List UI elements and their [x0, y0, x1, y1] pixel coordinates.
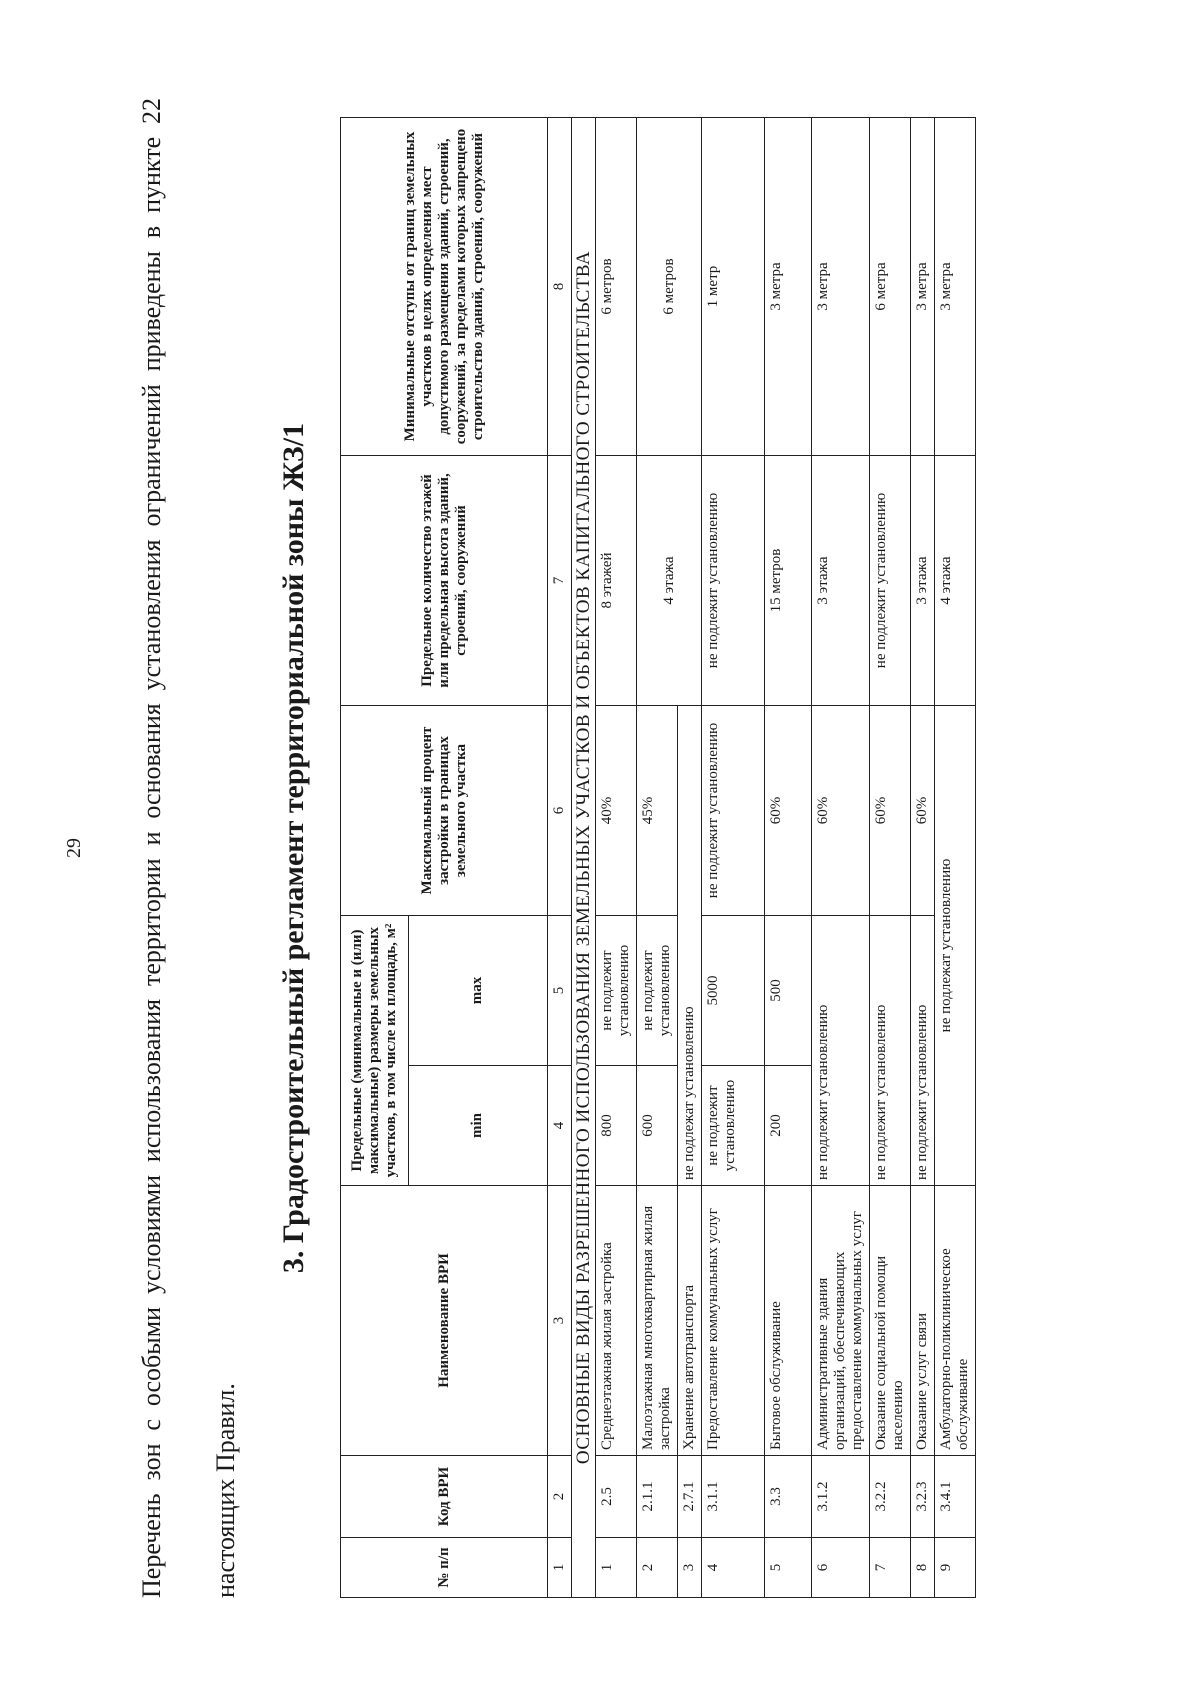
- row-name: Предоставление коммунальных услуг: [702, 1186, 765, 1456]
- row-code: 2.1.1: [637, 1456, 678, 1538]
- col-number: 2: [548, 1456, 572, 1538]
- row-no: 4: [702, 1538, 765, 1598]
- column-numbers-row: [548, 118, 572, 1598]
- col-number: 6: [548, 706, 572, 916]
- row-min: 800: [596, 1066, 637, 1186]
- row-setback: 6 метра: [870, 118, 911, 456]
- table-row: [702, 118, 765, 1598]
- row-size-merged: не подлежат установлению: [935, 706, 976, 1186]
- row-min: 200: [765, 1066, 812, 1186]
- col-number: 3: [548, 1186, 572, 1456]
- row-code: 3.1.1: [702, 1456, 765, 1538]
- row-floors: 8 этажей: [596, 456, 637, 706]
- row-setback: 1 метр: [702, 118, 765, 456]
- header-floors: Предельное количество этажей или предельная высота зданий, строений, сооружений: [341, 456, 548, 706]
- row-setback: 3 метра: [765, 118, 812, 456]
- table-row: [935, 118, 976, 1598]
- table-row: [637, 118, 678, 1598]
- row-percent: 45%: [637, 706, 678, 916]
- row-floors: 15 метров: [765, 456, 812, 706]
- row-max: 500: [765, 916, 812, 1066]
- regulation-table: [340, 117, 976, 1598]
- row-size-merged: не подлежит установлению: [870, 916, 911, 1186]
- col-number: 5: [548, 916, 572, 1066]
- col-number: 8: [548, 118, 572, 456]
- row-min: не подлежит установлению: [702, 1066, 765, 1186]
- row-name: Оказание социальной помощи населению: [870, 1186, 911, 1456]
- section-row: [572, 118, 596, 1598]
- row-max: не подлежит установлению: [596, 916, 637, 1066]
- row-percent: 60%: [765, 706, 812, 916]
- header-percent: Максимальный процент застройки в границах земельного участка: [341, 706, 548, 916]
- table-row: [911, 118, 935, 1598]
- row-size-merged: не подлежит установлению: [911, 916, 935, 1186]
- row-percent: 60%: [870, 706, 911, 916]
- row-name: Малоэтажная многоквартирная жилая застройка: [637, 1186, 678, 1456]
- row-percent: не подлежит установлению: [702, 706, 765, 916]
- table-row: [870, 118, 911, 1598]
- row-floors: 4 этажа: [637, 456, 702, 706]
- row-no: 9: [935, 1538, 976, 1598]
- row-name: Среднеэтажная жилая застройка: [596, 1186, 637, 1456]
- row-code: 2.7.1: [678, 1456, 702, 1538]
- row-name: Бытовое обслуживание: [765, 1186, 812, 1456]
- row-setback: 6 метров: [596, 118, 637, 456]
- row-no: 5: [765, 1538, 812, 1598]
- row-setback: 3 метра: [911, 118, 935, 456]
- row-name: Амбулаторно-поликлиническое обслуживание: [935, 1186, 976, 1456]
- row-name: Административные здания организаций, обеспечивающих предоставление коммунальных услуг: [812, 1186, 870, 1456]
- row-floors: не подлежит установлению: [702, 456, 765, 706]
- header-max: max: [408, 916, 547, 1066]
- row-code: 3.2.2: [870, 1456, 911, 1538]
- row-name: Оказание услуг связи: [911, 1186, 935, 1456]
- row-floors: 3 этажа: [812, 456, 870, 706]
- row-code: 3.3: [765, 1456, 812, 1538]
- row-code: 2.5: [596, 1456, 637, 1538]
- col-number: 1: [548, 1538, 572, 1598]
- row-floors: 3 этажа: [911, 456, 935, 706]
- section-title: ОСНОВНЫЕ ВИДЫ РАЗРЕШЕННОГО ИСПОЛЬЗОВАНИЯ ЗЕМЕЛЬНЫХ УЧАСТКОВ И ОБЪЕКТОВ КАПИТАЛЬНОГО СТРОИТЕЛЬСТВА: [572, 118, 596, 1598]
- row-no: 3: [678, 1538, 702, 1598]
- section-heading: 3. Градостроительный регламент территориальной зоны ЖЗ/1: [277, 422, 310, 1274]
- row-no: 8: [911, 1538, 935, 1598]
- table-row: [812, 118, 870, 1598]
- row-code: 3.2.3: [911, 1456, 935, 1538]
- row-percent: 40%: [596, 706, 637, 916]
- row-percent: 60%: [911, 706, 935, 916]
- row-code: 3.4.1: [935, 1456, 976, 1538]
- row-max: не подлежит установлению: [637, 916, 678, 1066]
- row-setback: 6 метров: [637, 118, 702, 456]
- row-no: 1: [596, 1538, 637, 1598]
- row-code: 3.1.2: [812, 1456, 870, 1538]
- row-name: Хранение автотранспорта: [678, 1186, 702, 1456]
- intro-paragraph: Перечень зон с особыми условиями использования территории и основания установления ограничений приведены в пункте 22 настоящих Правил.: [137, 98, 240, 1598]
- header-no: № п/п: [341, 1538, 548, 1598]
- header-name: Наименование ВРИ: [341, 1186, 548, 1456]
- row-no: 7: [870, 1538, 911, 1598]
- row-floors: 4 этажа: [935, 456, 976, 706]
- table-row: [765, 118, 812, 1598]
- row-floors: не подлежит установлению: [870, 456, 911, 706]
- row-no: 6: [812, 1538, 870, 1598]
- row-max: 5000: [702, 916, 765, 1066]
- rotated-content: [45, 58, 1155, 1638]
- header-setback: Минимальные отступы от границ земельных участков в целях определения мест допустимого размещения зданий, строений, сооружений, за пределами которых запрещено строительство зданий, строений, сооружений: [341, 118, 548, 456]
- row-size-merged: не подлежат установлению: [678, 706, 702, 1186]
- table-row: [596, 118, 637, 1598]
- row-size-merged: не подлежит установлению: [812, 916, 870, 1186]
- row-percent: 60%: [812, 706, 870, 916]
- page-number: 29: [63, 838, 85, 858]
- row-setback: 3 метра: [935, 118, 976, 456]
- col-number: 7: [548, 456, 572, 706]
- header-min: min: [408, 1066, 547, 1186]
- col-number: 4: [548, 1066, 572, 1186]
- header-size-group: Предельные (минимальные и (или) максимальные) размеры земельных участков, в том числе их площадь, м²: [341, 916, 409, 1186]
- header-code: Код ВРИ: [341, 1456, 548, 1538]
- row-setback: 3 метра: [812, 118, 870, 456]
- row-min: 600: [637, 1066, 678, 1186]
- row-no: 2: [637, 1538, 678, 1598]
